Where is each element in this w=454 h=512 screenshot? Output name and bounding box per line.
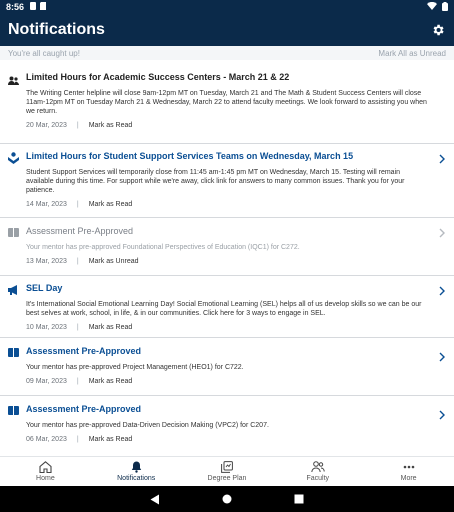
- notification-item[interactable]: [0, 60, 454, 144]
- battery-icon: [442, 2, 448, 13]
- chevron-right-icon[interactable]: [438, 349, 446, 359]
- notification-title: Limited Hours for Academic Success Centers - March 21 & 22: [26, 72, 290, 82]
- notification-item[interactable]: [0, 396, 454, 454]
- bottom-nav: [0, 456, 454, 486]
- book-icon: [8, 227, 19, 238]
- status-bar: [0, 0, 454, 14]
- divider: |: [76, 324, 79, 331]
- mark-as-read-button[interactable]: Mark as Read: [88, 436, 133, 443]
- nav-label: Faculty: [306, 475, 330, 482]
- app-bar: [0, 14, 454, 46]
- notification-body: Your mentor has pre-approved Data-Driven Decision Making (VPC2) for C207.: [26, 422, 269, 429]
- nav-item-degree-plan[interactable]: [182, 457, 273, 486]
- degree-plan-icon: [220, 461, 234, 473]
- book-icon: [8, 347, 19, 358]
- notification-title: Assessment Pre-Approved: [26, 346, 142, 356]
- notification-title: Assessment Pre-Approved: [26, 226, 134, 236]
- notification-list[interactable]: [0, 60, 454, 456]
- mark-as-read-button[interactable]: Mark as Read: [88, 201, 133, 208]
- notification-meta: [26, 201, 428, 208]
- more-icon: [402, 461, 416, 473]
- notification-body: Your mentor has pre-approved Foundational Perspectives of Education (IQC1) for C272.: [26, 244, 300, 251]
- status-icons: [427, 2, 448, 13]
- notifications-subbar: [0, 46, 454, 60]
- mark-as-read-button[interactable]: Mark as Read: [88, 122, 133, 129]
- chevron-right-icon[interactable]: [438, 283, 446, 293]
- nav-label: Degree Plan: [207, 475, 247, 482]
- notification-title: Limited Hours for Student Support Services Teams on Wednesday, March 15: [26, 151, 354, 161]
- recents-icon[interactable]: [293, 493, 305, 505]
- chevron-right-icon[interactable]: [438, 407, 446, 417]
- notification-body: The Writing Center helpline will close 9am-12pm MT on Tuesday, March 21 and The Math & Student Success Centers will close 11am-12pm MT on Tuesday March 21 & Wednesday, March 22 to attend faculty meetings. We look forward to assisting you when we return.: [26, 90, 427, 115]
- nav-item-notifications[interactable]: [91, 457, 182, 486]
- nav-label: More: [400, 475, 417, 482]
- mark-all-unread-link[interactable]: Mark All as Unread: [378, 48, 446, 58]
- nav-label: Home: [36, 475, 55, 482]
- caught-up-text: You're all caught up!: [8, 48, 80, 58]
- mark-as-unread-button[interactable]: Mark as Unread: [88, 258, 139, 265]
- notification-meta: [26, 324, 428, 331]
- file-icon: [30, 2, 36, 12]
- support-icon: [8, 152, 19, 163]
- page-title: Notifications: [8, 21, 105, 38]
- faculty-icon: [311, 461, 325, 473]
- chevron-right-icon[interactable]: [438, 151, 446, 161]
- nav-item-more[interactable]: [363, 457, 454, 486]
- notification-title: Assessment Pre-Approved: [26, 404, 142, 414]
- notification-meta: [26, 122, 428, 129]
- notification-body: Your mentor has pre-approved Project Management (HEO1) for C722.: [26, 364, 244, 371]
- home-circle-icon[interactable]: [221, 493, 233, 505]
- back-icon[interactable]: [149, 493, 161, 505]
- notification-item[interactable]: [0, 218, 454, 276]
- bell-icon: [129, 461, 143, 473]
- notification-title: SEL Day: [26, 283, 63, 293]
- megaphone-icon: [8, 284, 19, 295]
- notification-date: 13 Mar, 2023: [26, 258, 67, 265]
- nav-label: Notifications: [117, 475, 156, 482]
- notification-date: 20 Mar, 2023: [26, 122, 67, 129]
- notification-meta: [26, 258, 428, 265]
- notification-date: 14 Mar, 2023: [26, 201, 67, 208]
- nav-item-home[interactable]: [0, 457, 91, 486]
- wifi-icon: [427, 2, 437, 12]
- divider: |: [76, 436, 79, 443]
- notification-body: It's International Social Emotional Learning Day! Social Emotional Learning (SEL) helps all of us develop skills so we can be our best selves at work, school, in life, & in our communities. Click here for 3 ways to engage in SEL.: [26, 301, 422, 317]
- mark-as-read-button[interactable]: Mark as Read: [88, 378, 133, 385]
- divider: |: [76, 258, 79, 265]
- mark-as-read-button[interactable]: Mark as Read: [88, 324, 133, 331]
- book-icon: [8, 405, 19, 416]
- divider: |: [76, 122, 79, 129]
- divider: |: [76, 378, 79, 385]
- notification-body: Student Support Services will temporarily close from 11:45 am-1:45 pm MT on Wednesday, March 15. Testing will remain available during this time. For support while we're away, click link for answers to many common issues. Thank you for your patience.: [26, 169, 405, 194]
- notification-item[interactable]: [0, 144, 454, 218]
- notification-date: 09 Mar, 2023: [26, 378, 67, 385]
- notification-date: 06 Mar, 2023: [26, 436, 67, 443]
- chevron-right-icon[interactable]: [438, 225, 446, 235]
- nav-item-faculty[interactable]: [272, 457, 363, 486]
- notification-meta: [26, 378, 428, 385]
- gear-icon[interactable]: [430, 22, 446, 38]
- notification-item[interactable]: [0, 276, 454, 338]
- notification-meta: [26, 436, 428, 443]
- notification-date: 10 Mar, 2023: [26, 324, 67, 331]
- sd-card-icon: [40, 2, 46, 12]
- notification-item[interactable]: [0, 338, 454, 396]
- home-icon: [38, 461, 52, 473]
- system-nav-bar: [0, 486, 454, 512]
- divider: |: [76, 201, 79, 208]
- status-time: 8:56: [6, 2, 25, 12]
- users-icon: [8, 75, 19, 86]
